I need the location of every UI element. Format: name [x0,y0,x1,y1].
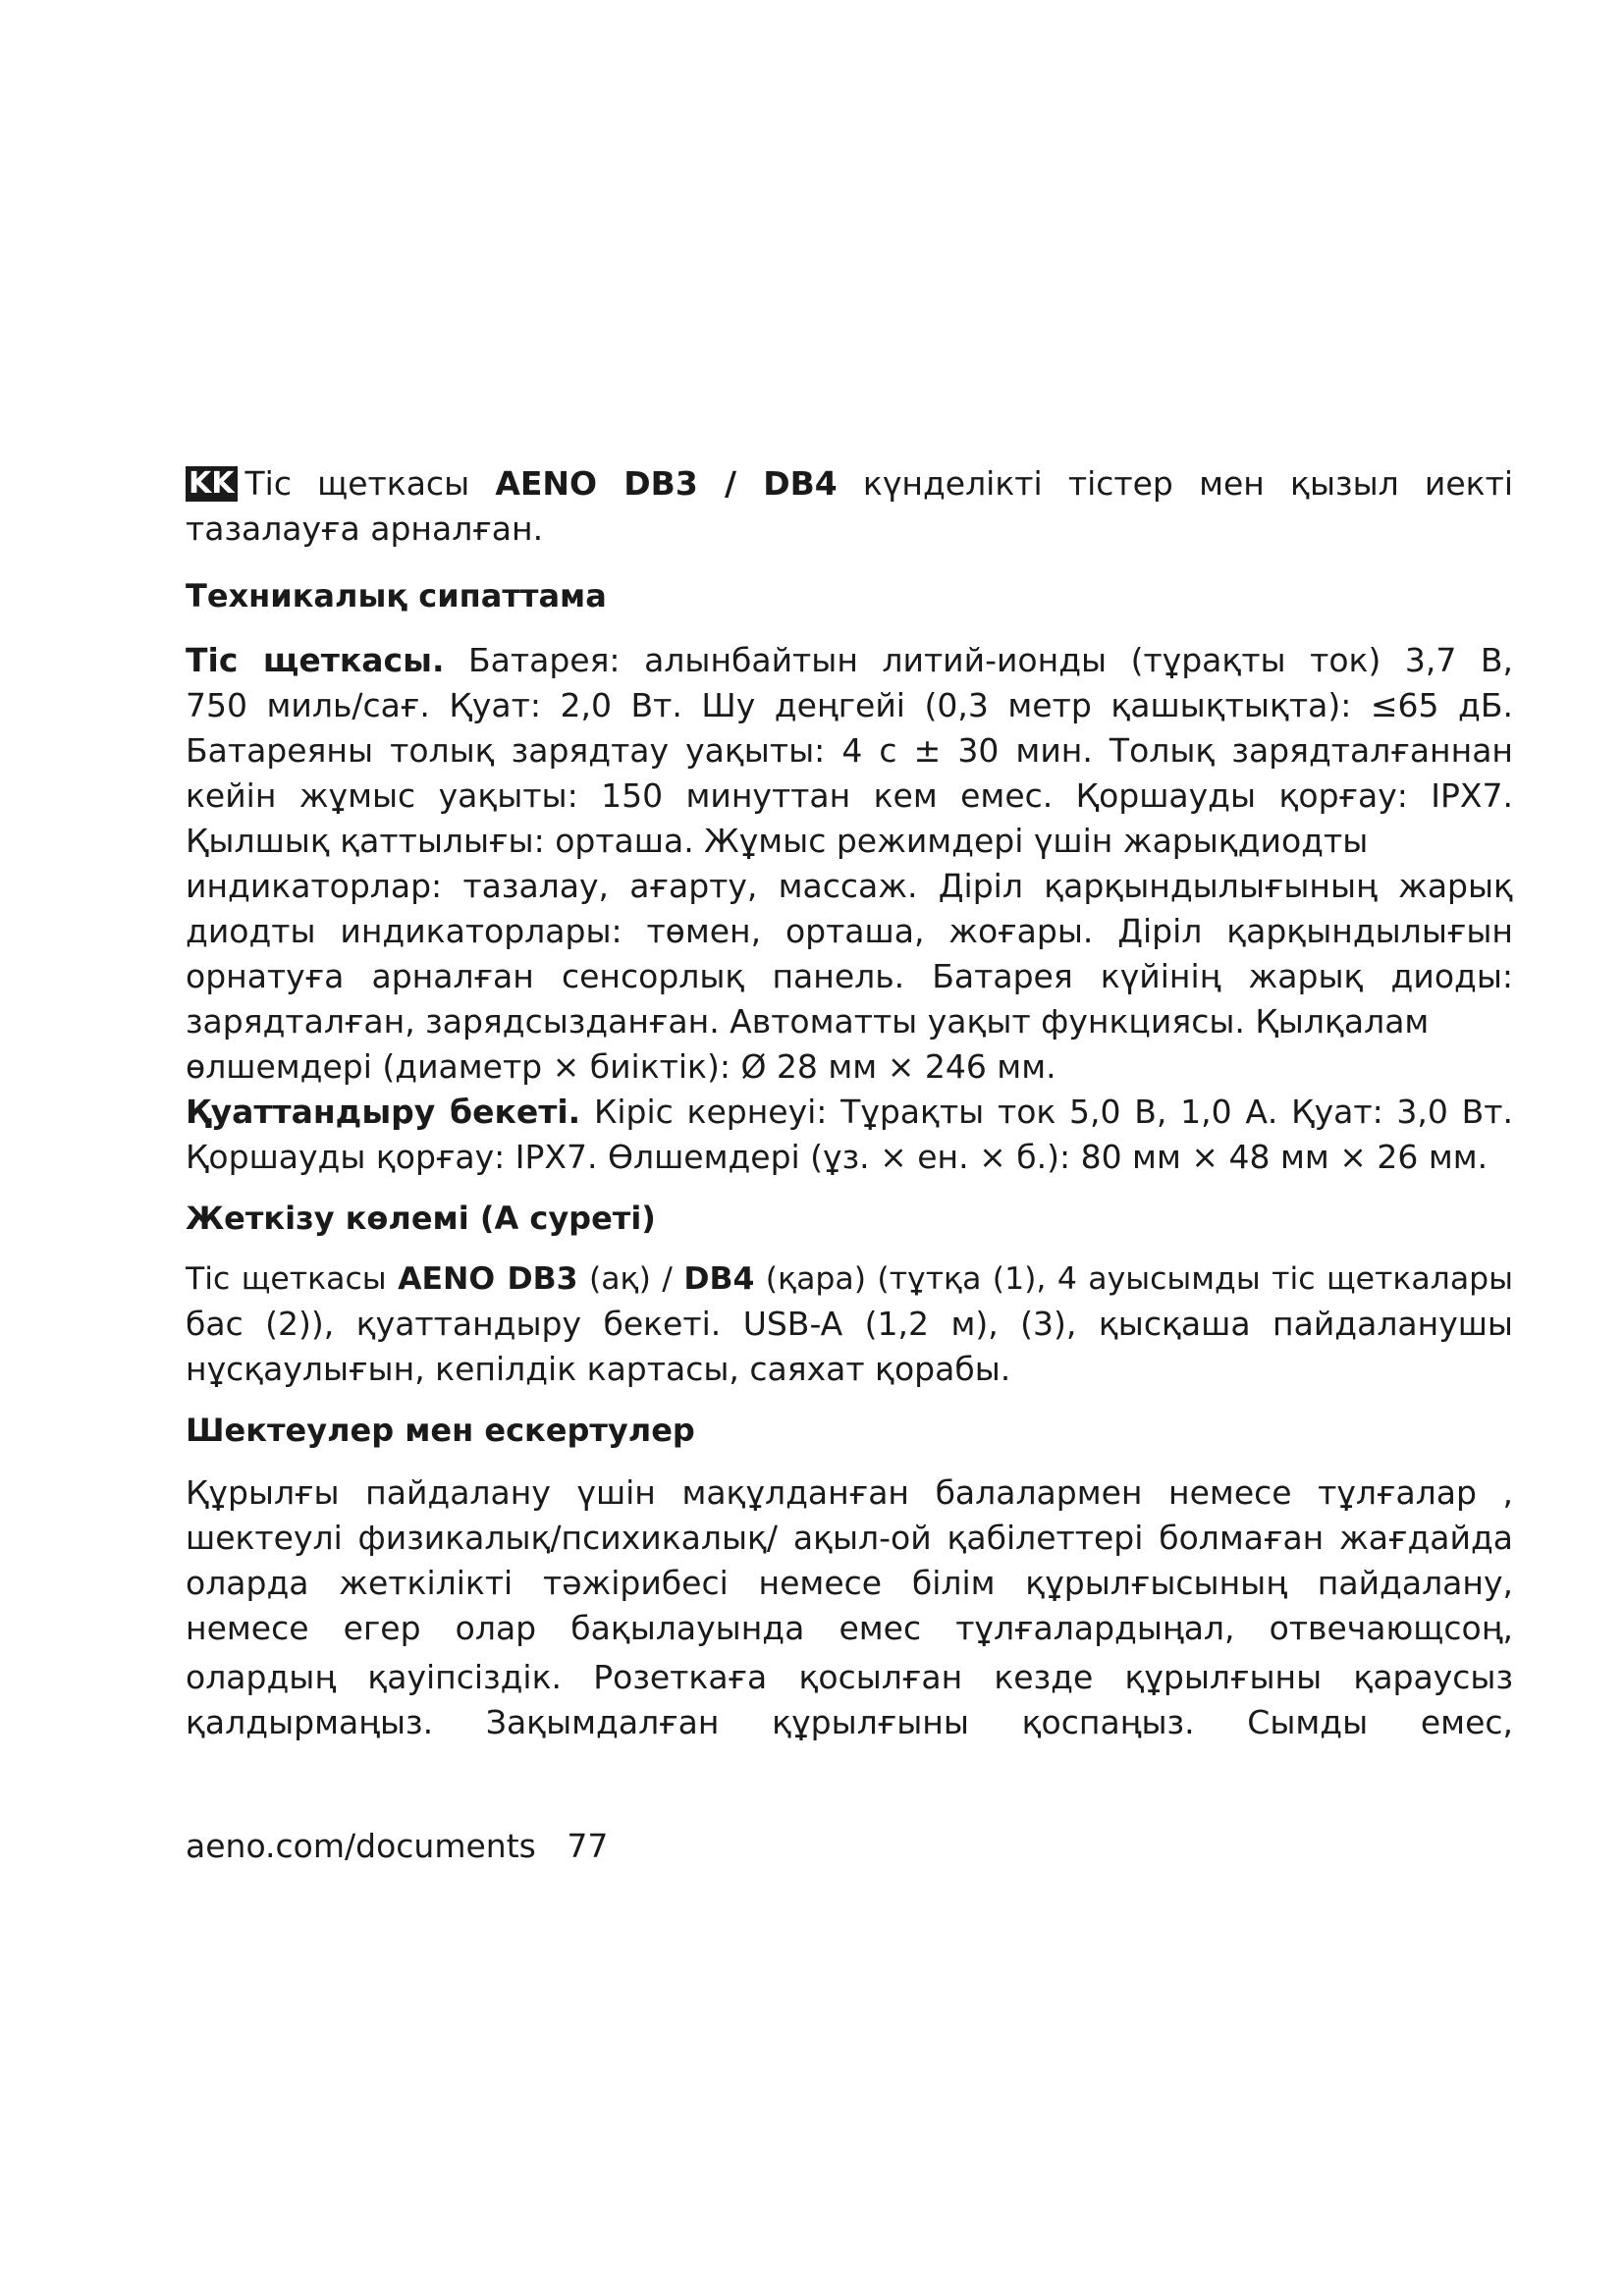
charging-station-paragraph [186,1090,1513,1180]
intro-line-1: KK Тіс щеткасы AENO DB3 / DB4 күнделікті тістер мен қызыл иекті [186,461,1513,507]
footer-url: aeno.com/documents [186,1827,536,1865]
tech-specs-heading: Техникалық сипаттама [186,577,607,614]
toothbrush-line: орнатуға арналған сенсорлық панель. Батарея күйінің жарық диоды: [186,957,1513,995]
toothbrush-line: Қылшық қаттылығы: орташа. Жұмыс режимдері үшін жарықдиодты [186,822,1369,860]
page-content [186,461,1513,1745]
toothbrush-label: Тіс щеткасы. [186,641,445,679]
product-name: AENO DB3 / DB4 [495,464,838,503]
toothbrush-line: зарядталған, зарядсызданған. Автоматты уақыт функциясы. Қылқалам [186,1002,1430,1041]
warning-line: немесе егер олар бақылауында емес тұлғалардыңал, отвечающсоң, [186,1609,1513,1647]
warning-line: олардың қауіпсіздік. Розеткаға қосылған кезде құрылғыны қараусыз [186,1658,1513,1696]
warnings-heading: Шектеулер мен ескертулер [186,1412,695,1449]
language-badge: KK [186,466,238,502]
toothbrush-line: өлшемдері (диаметр × биіктік): Ø 28 мм × 246 мм. [186,1047,1056,1086]
station-line-2: Қоршауды қорғау: IPX7. Өлшемдері (ұз. × ен. × б.): 80 мм × 48 мм × 26 мм. [186,1138,1489,1176]
toothbrush-line: кейін жұмыс уақыты: 150 минуттан кем емес. Қоршауды қорғау: IPX7. [186,776,1513,815]
toothbrush-specs-paragraph [186,638,1513,1090]
warning-line: қалдырмаңыз. Зақымдалған құрылғыны қоспаңыз. Сымды емес, [186,1703,1513,1741]
delivery-line-1: Тіс щеткасы AENO DB3 (ақ) / DB4 (қара) (тұтқа (1), 4 ауысымды тіс щеткалары [186,1261,1513,1297]
charging-station-label: Қуаттандыру бекеті. [186,1093,581,1131]
warnings-paragraph [186,1470,1513,1745]
warning-line: шектеулі физикалық/психикалық/ ақыл-ой қабілеттері болмаған жағдайда [186,1519,1513,1557]
toothbrush-line: диодты индикаторлары: төмен, орташа, жоғары. Діріл қарқындылығын [186,912,1513,950]
delivery-line-2: бас (2)), қуаттандыру бекеті. USB-A (1,2 м), (3), қысқаша пайдаланушы [186,1305,1513,1343]
toothbrush-line-1: Тіс щеткасы. Батарея: алынбайтын литий-ионды (тұрақты ток) 3,7 В, [186,641,1513,679]
warning-line: оларда жеткілікті тәжірибесі немесе білім құрылғысының пайдалану, [186,1564,1513,1602]
delivery-line-3: нұсқаулығын, кепілдік картасы, саяхат қорабы. [186,1350,1011,1388]
warning-line: Құрылғы пайдалану үшін мақұлданған балалармен немесе тұлғалар , [186,1473,1513,1512]
page-number: 77 [567,1827,609,1865]
delivery-paragraph [186,1256,1513,1392]
toothbrush-line: 750 миль/сағ. Қуат: 2,0 Вт. Шу деңгейі (0,3 метр қашықтықта): ≤65 дБ. [186,686,1513,724]
delivery-heading: Жеткізу көлемі (A суреті) [186,1200,656,1237]
toothbrush-line: Батареяны толық зарядтау уақыты: 4 с ± 30 мин. Толық зарядталғаннан [186,731,1513,770]
intro-line-2: тазалауға арналған. [186,509,544,548]
page-footer [186,1824,608,1869]
station-line-1: Қуаттандыру бекеті. Кіріс кернеуі: Тұрақты ток 5,0 В, 1,0 А. Қуат: 3,0 Вт. [186,1093,1513,1131]
intro-paragraph [186,461,1513,552]
toothbrush-line: индикаторлар: тазалау, ағарту, массаж. Діріл қарқындылығының жарық [186,867,1513,905]
